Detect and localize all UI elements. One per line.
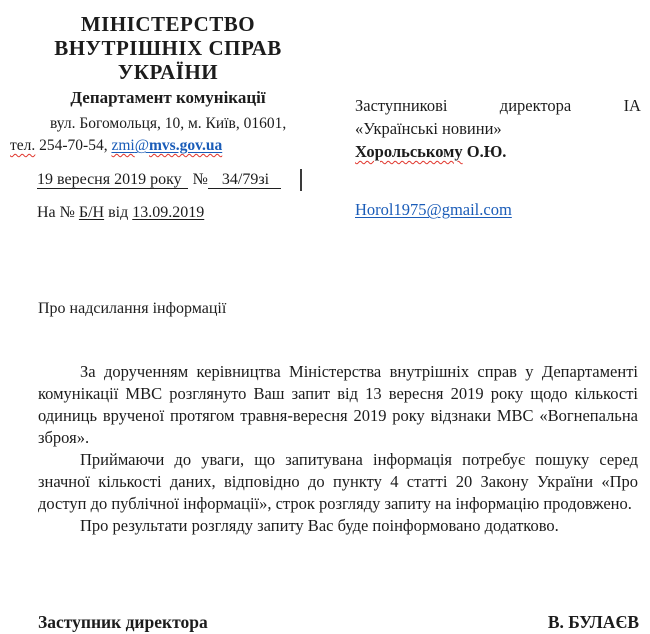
revision-bar (300, 169, 302, 191)
body-paragraph-3: Про результати розгляду запиту Вас буде поінформовано додатково. (80, 516, 559, 535)
letter-body (38, 361, 638, 537)
phone-label: тел. (10, 137, 36, 154)
recipient-name-line (355, 140, 641, 163)
incoming-reference-line (37, 204, 204, 222)
org-email-domain: mvs.gov.ua (149, 137, 223, 154)
recipient-title-word-1: Заступникові (355, 96, 448, 115)
subject-line: Про надсилання інформації (38, 300, 227, 317)
outgoing-number: 34/79зі (208, 171, 281, 189)
org-email-at: @ (134, 137, 149, 154)
recipient-email-line (355, 198, 641, 221)
outgoing-reference-line (37, 171, 281, 189)
recipient-email-link[interactable]: Horol1975@gmail.com (355, 200, 512, 219)
signer-name: В. БУЛАЄВ (547, 612, 639, 632)
body-paragraph-1: За дорученням керівництва Міністерства внутрішніх справ у Департаменті комунікації МВС розглянуто Ваш запит від 13 вересня 2019 року щодо кількості одиниць врученої протягом травня-вересня 2019 року відзнаки МВС «Вогнепальна зброя». (38, 362, 638, 447)
incoming-prefix: На № (37, 204, 75, 221)
recipient-surname: Хорольському (355, 142, 463, 161)
org-phone-line (10, 135, 310, 157)
org-department: Департамент комунікації (70, 88, 266, 107)
recipient-block (355, 94, 641, 221)
org-name-line-2: ВНУТРІШНІХ СПРАВ (54, 36, 282, 60)
org-name-line-1: МІНІСТЕРСТВО (80, 12, 256, 36)
letterhead (28, 12, 308, 108)
org-contacts (10, 113, 310, 157)
signer-position: Заступник директора (38, 612, 208, 632)
incoming-date: 13.09.2019 (132, 204, 205, 221)
org-name-line-3: УКРАЇНИ (117, 60, 219, 84)
incoming-number: Б/Н (78, 204, 105, 221)
recipient-title-line (355, 94, 641, 117)
number-sign: № (192, 171, 208, 188)
recipient-initials: О.Ю. (466, 142, 507, 161)
org-email-link[interactable] (111, 137, 222, 154)
signature-row (38, 612, 639, 633)
recipient-title-word-3: ІА (623, 96, 641, 115)
org-email-user: zmi (111, 137, 135, 154)
recipient-title-word-2: директора (499, 96, 572, 115)
org-address: вул. Богомольця, 10, м. Київ, 01601, (50, 115, 287, 132)
body-paragraph-2: Приймаючи до уваги, що запитувана інформація потребує пошуку серед значної кількості даних, відповідно до пункту 4 статті 20 Закону України «Про доступ до публічної інформації», строк розгляду запиту на інформацію продовжено. (38, 450, 638, 513)
phone-number: 254-70-54, (39, 137, 108, 154)
outgoing-date: 19 вересня 2019 року (37, 171, 188, 189)
recipient-agency: «Українські новини» (355, 119, 502, 138)
incoming-from-word: від (108, 204, 129, 221)
